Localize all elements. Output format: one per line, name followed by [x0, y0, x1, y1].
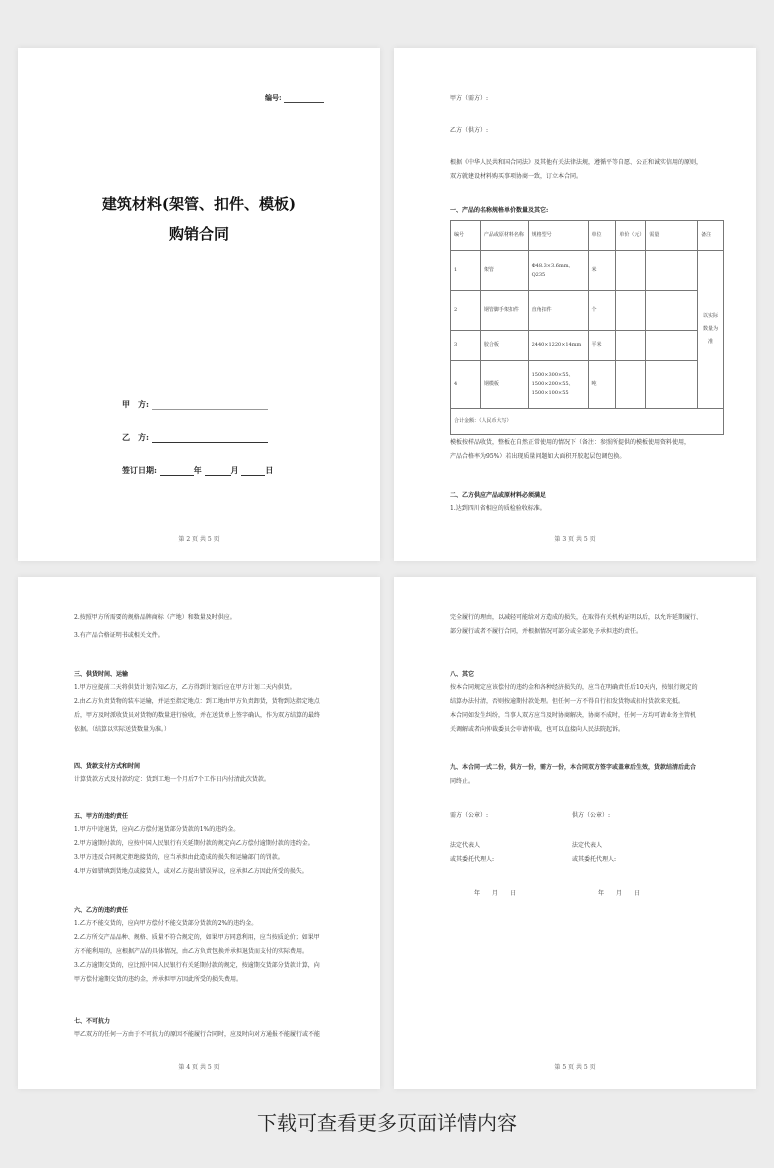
year-line [160, 467, 194, 476]
page-cover [18, 48, 380, 561]
section-9 [450, 761, 734, 789]
section-6-line: 3.乙方逾期交货的，应比照中国人民银行有关延期付款的规定，按逾期交货部分货款计算，向 [74, 962, 320, 969]
section-8-body [450, 681, 734, 737]
section-8-heading: 八、其它 [450, 671, 475, 678]
note-line-2: 产品合格率为95%）若出现质量问题如大面积开胶起层包调包换。 [450, 453, 626, 460]
party-b-line: 乙方（供方）: [450, 127, 489, 134]
month-label: 月 [616, 890, 623, 897]
intro-line-1: 根据《中华人民共和国合同法》及其他有关法律法规，遵循平等自愿、公正和诚实信用的原则， [450, 159, 703, 166]
party-a-line: 甲方（需方）: [450, 95, 489, 102]
cell-no: 3 [451, 331, 481, 361]
cell-qty [646, 251, 698, 291]
sign-date-field [122, 465, 273, 476]
seller-seal: 供方（公章）: [572, 812, 611, 819]
cell-name: 钢模板 [480, 361, 528, 409]
cell-price [616, 251, 646, 291]
year-label: 年 [598, 890, 605, 897]
header-cell: 编号 [451, 221, 481, 251]
seller-agent-label: 或其委托代理人: [572, 856, 617, 863]
cell-name: 胶合板 [480, 331, 528, 361]
section-6-body [74, 917, 358, 987]
section-5-line: 1.甲方中途退货，应向乙方偿付退货部分货款的1%的违约金。 [74, 826, 240, 833]
party-b-line [152, 434, 268, 443]
day-line [241, 467, 265, 476]
cell-qty [646, 361, 698, 409]
party-a-line [152, 401, 268, 410]
cell-spec: 直角扣件 [528, 291, 588, 331]
header-cell: 需量 [646, 221, 698, 251]
section-5-body [74, 823, 358, 879]
section-2-heading: 二、乙方供应产品或原材料必须满足 [450, 492, 547, 499]
table-total-row [451, 409, 724, 435]
section-8-line: 本合同如发生纠纷，当事人双方应当及时协商解决，协商不成时，任何一方均可请业务主管机 [450, 712, 697, 719]
page-footer: 第 3 页 共 5 页 [554, 536, 596, 543]
section-6-line: 方不能利用的，应根据产品的具体情况，由乙方负责包换并承担退货而支付的实际费用。 [74, 948, 309, 955]
section-3-line: 1.甲方应提前二天将供货计划告知乙方，乙方得到计划后应在甲方计划二天内供货。 [74, 684, 296, 691]
quality-note [450, 436, 734, 464]
contract-number-line [284, 95, 324, 103]
section-9-line: 九、本合同一式二份，供方一份，需方一份，本合同双方签字或盖章后生效，货款结清后此合 [450, 764, 697, 771]
cell-unit: 吨 [588, 361, 616, 409]
buyer-rep [450, 839, 494, 867]
cell-spec [528, 361, 588, 409]
day-label: 日 [265, 465, 274, 475]
seller-rep [572, 839, 616, 867]
section-2-item-1: 1.达到四川省相应的质检验收标准。 [450, 505, 546, 512]
cell-unit: 平米 [588, 331, 616, 361]
section-8-line: 结算办法付清，否则按逾期付款处理。但任何一方不得自行扣发货物或扣付货款来充抵。 [450, 698, 685, 705]
day-label: 日 [510, 890, 517, 897]
section-3-line: 依据。（结算以实际送货数量为准。） [74, 726, 171, 733]
section-6-heading: 六、乙方的违约责任 [74, 907, 129, 914]
section-7-heading: 七、不可抗力 [74, 1018, 111, 1025]
contract-number-label: 编号: [265, 93, 282, 102]
buyer-seal: 需方（公章）: [450, 812, 489, 819]
cell-total: 合计金额：（人民币大写） [451, 409, 724, 435]
section-5-line: 2.甲方逾期付款的，应按中国人民银行有关延期付款的规定向乙方偿付逾期付款的违约金。 [74, 840, 314, 847]
seller-date [598, 887, 640, 901]
page-goods [394, 48, 756, 561]
title-line-1: 建筑材料(架管、扣件、模板) [101, 195, 297, 213]
cell-no: 4 [451, 361, 481, 409]
header-cell: 单位 [588, 221, 616, 251]
intro-paragraph [450, 156, 730, 184]
section-3-line: 2.由乙方负责货物的装车运输，并运至指定地点：到工地由甲方负责卸货，货物到达指定地点 [74, 698, 320, 705]
seller-rep-label: 法定代表人 [572, 842, 603, 849]
page-terms-2 [394, 577, 756, 1089]
cell-unit: 米 [588, 251, 616, 291]
section-6-line: 甲方偿付逾期交货的违约金，并承担甲方因此所受的损失费用。 [74, 976, 243, 983]
page-terms-1 [18, 577, 380, 1089]
section-6-line: 2.乙方所交产品品种、规格、质量不符合规定的，如果甲方同意利用，应当按质论价；如果甲 [74, 934, 320, 941]
spec-line: 1500×100×55 [531, 390, 569, 396]
table-header-row [451, 221, 724, 251]
section-3-line: 后，甲方及时派收货员对货物的数量进行验收，并在送货单上签字确认，作为双方结算的最终 [74, 712, 321, 719]
cell-remark: 以实际数量为准 [698, 251, 724, 409]
sign-date-label: 签订日期: [122, 465, 157, 475]
cont-line: 部分履行或者不履行合同，并根据情况可部分或全部免予承担违约责任。 [450, 628, 643, 635]
section-1-heading: 一、产品的名称规格单价数量及其它: [450, 207, 549, 214]
note-line-1: 模板按样品收货，整板在自然正常使用的情况下（备注：参照所提供的模板使用资料使用， [450, 439, 691, 446]
page-footer: 第 5 页 共 5 页 [554, 1064, 596, 1071]
buyer-agent-label: 或其委托代理人: [450, 856, 495, 863]
month-label: 月 [230, 465, 239, 475]
title-line-2: 购销合同 [168, 225, 229, 243]
cell-price [616, 331, 646, 361]
contract-title [18, 189, 380, 249]
section-8-line: 按本合同规定应该偿付的违约金和各种经济损失的，应当在明确责任后10天内，按银行规定的 [450, 684, 698, 691]
section-4-heading: 四、货款支付方式和时间 [74, 763, 141, 770]
cell-unit: 个 [588, 291, 616, 331]
page-footer: 第 4 页 共 5 页 [178, 1064, 220, 1071]
table-row [451, 331, 724, 361]
spec-line: 1500×200×55、 [531, 381, 574, 387]
section-9-line: 同终止。 [450, 778, 475, 785]
header-cell: 备注 [698, 221, 724, 251]
section-3-body [74, 681, 358, 737]
month-line [205, 467, 231, 476]
spec-line: 1500×300×55、 [531, 372, 574, 378]
section-4-line: 计算货款方式及付款约定：货到工地一个月后7个工作日内付清此次货款。 [74, 776, 270, 783]
party-a-label: 甲 方: [122, 399, 149, 409]
buyer-rep-label: 法定代表人 [450, 842, 481, 849]
buyer-date [474, 887, 516, 901]
section-7-line: 甲乙双方的任何一方由于不可抗力的原因不能履行合同时，应及时向对方通报不能履行或不能 [74, 1031, 321, 1038]
supply-line: 2.按照甲方所需要的规格品牌商标（产地）和数量及时供应。 [74, 614, 236, 621]
download-caption: 下载可查看更多页面详情内容 [257, 1111, 517, 1135]
table-row [451, 251, 724, 291]
supply-items [74, 611, 358, 643]
cell-spec: Φ48.3×3.6mm、Q235 [528, 251, 588, 291]
goods-table [450, 220, 724, 435]
force-majeure-cont [450, 611, 734, 639]
section-8-line: 关调解或者向仲裁委员会申请仲裁，也可以直接向人民法院起诉。 [450, 726, 625, 733]
cell-no: 1 [451, 251, 481, 291]
cell-price [616, 361, 646, 409]
cell-name: 架管 [480, 251, 528, 291]
section-6-line: 1.乙方不能交货的，应向甲方偿付不能交货部分货款的2%的违约金。 [74, 920, 258, 927]
supply-line: 3.有产品合格证明书或相关文件。 [74, 632, 164, 639]
section-3-heading: 三、供货时间、运输 [74, 671, 129, 678]
cell-qty [646, 291, 698, 331]
day-label: 日 [634, 890, 641, 897]
contract-number [265, 93, 324, 103]
header-cell: 单价（元） [616, 221, 646, 251]
section-5-line: 4.甲方如错填到货地点或接货人，或对乙方提出错误异议，应承担乙方因此所受的损失。 [74, 868, 308, 875]
header-cell: 产品或原材料名称 [480, 221, 528, 251]
party-b-field [122, 432, 268, 443]
cell-spec: 2440×1220×14mm [528, 331, 588, 361]
party-a-field [122, 399, 268, 410]
cell-price [616, 291, 646, 331]
section-5-line: 3.甲方违反合同规定拒绝接货的，应当承担由此造成的损失和运输部门的罚款。 [74, 854, 284, 861]
year-label: 年 [193, 465, 202, 475]
section-5-heading: 五、甲方的违约责任 [74, 813, 129, 820]
cell-name: 钢管脚手架扣件 [480, 291, 528, 331]
month-label: 月 [492, 890, 499, 897]
party-b-label: 乙 方: [122, 432, 149, 442]
intro-line-2: 双方就建设材料购买事项协商一致，订立本合同。 [450, 173, 583, 180]
table-row [451, 361, 724, 409]
header-cell: 规格型号 [528, 221, 588, 251]
cell-no: 2 [451, 291, 481, 331]
year-label: 年 [474, 890, 481, 897]
cont-line: 完全履行的理由，以减轻可能给对方造成的损失，在取得有关机构证明以后，以允许延期履行、 [450, 614, 703, 621]
table-row [451, 291, 724, 331]
cell-qty [646, 331, 698, 361]
page-footer: 第 2 页 共 5 页 [178, 536, 220, 543]
